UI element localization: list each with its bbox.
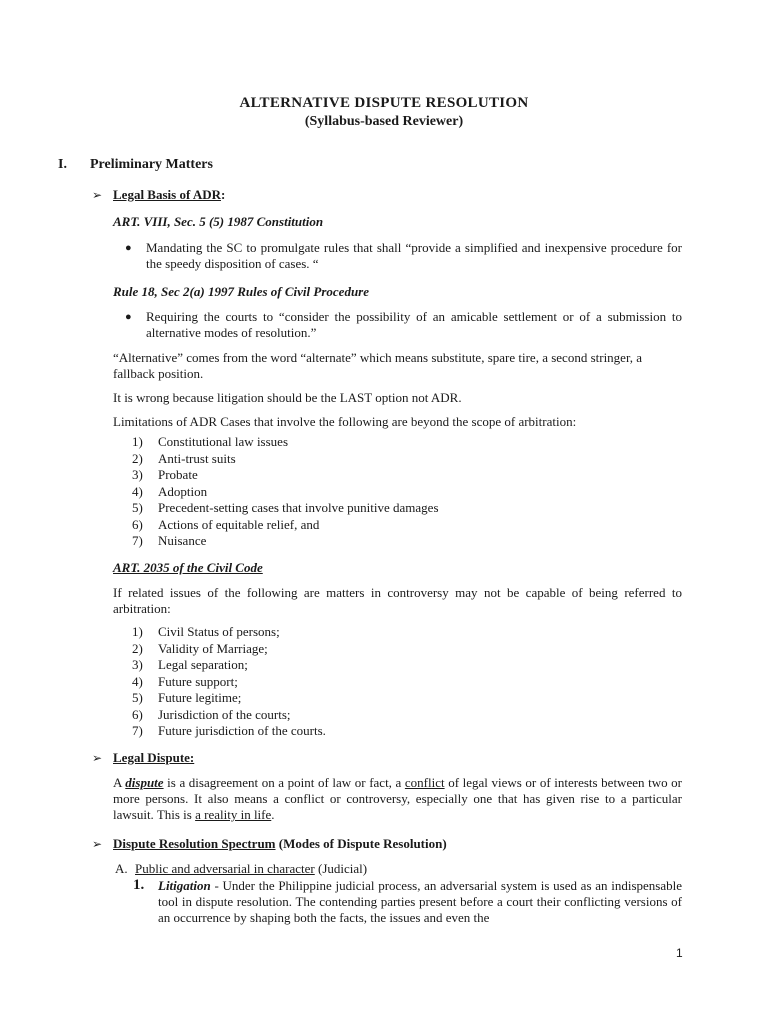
art8-bullet-text: Mandating the SC to promulgate rules that shall “provide a simplified and inexpensive procedure for the speedy disposition of cases. “ [146,240,682,271]
list-item: 6) Actions of equitable relief, and [132,516,320,532]
art2035-heading: ART. 2035 of the Civil Code [113,560,263,575]
art2035-list [132,624,326,740]
rule18-heading: Rule 18, Sec 2(a) 1997 Rules of Civil Procedure [113,284,370,299]
list-item: 1) Constitutional law issues [132,434,288,449]
list-item: 2) Validity of Marriage; [132,640,268,656]
bullet-dot-icon: ● [125,242,132,254]
list-item: 7) Future jurisdiction of the courts. [132,723,326,738]
bullet-dot-icon: ● [125,311,132,323]
spectrum-heading: Dispute Resolution Spectrum (Modes of Dispute Resolution) [113,836,447,851]
legal-dispute-heading: Legal Dispute: [113,750,195,765]
list-item: 4) Adoption [132,483,208,499]
page-number: 1 [676,946,683,960]
arrow-bullet-icon: ➢ [92,837,103,851]
arrow-bullet-icon: ➢ [92,751,103,765]
document-subtitle: (Syllabus-based Reviewer) [304,114,464,129]
arrow-bullet-icon: ➢ [92,188,103,202]
list-item: 5) Precedent-setting cases that involve punitive damages [132,500,439,515]
list-item: 5) Future legitime; [132,690,242,705]
item1-number: 1. [133,877,145,893]
spectrum-a-text: Public and adversarial in character (Judicial) [135,861,368,876]
rule18-bullet-text: Requiring the courts to “consider the possibility of an amicable settlement or of a submission to alternative modes of resolution.” [146,309,682,340]
section-title: Preliminary Matters [90,157,213,172]
art8-heading: ART. VIII, Sec. 5 (5) 1987 Constitution [113,214,324,229]
spectrum-a-label: A. [115,861,128,876]
section-number: I. [58,157,67,172]
list-item: 1) Civil Status of persons; [132,624,280,639]
document-title: ALTERNATIVE DISPUTE RESOLUTION [239,95,529,111]
art2035-paragraph: If related issues of the following are matters in controversy may not be capable of being referred to arbitration: [113,585,682,616]
list-item: 3) Probate [132,467,198,482]
litigation-paragraph: Litigation - Under the Philippine judicial process, an adversarial system is used as an indispensable tool in dispute resolution. The contending parties present before a court their conflicting versions of an occurrence by shaping both the facts, the issues and even the [158,878,682,925]
limitations-list [132,434,439,550]
legal-dispute-paragraph: A dispute is a disagreement on a point of law or fact, a conflict of legal views or of interests between two or more persons. It also means a conflict or controversy, especially one that has given rise to a particular lawsuit. This is a reality in life. [113,775,683,822]
wrong-paragraph: It is wrong because litigation should be the LAST option not ADR. [113,390,462,405]
alternative-paragraph: “Alternative” comes from the word “alternate” which means substitute, spare tire, a second stringer, a fallback position. [113,350,643,381]
limitations-paragraph: Limitations of ADR Cases that involve the following are beyond the scope of arbitration: [113,414,577,429]
list-item: 6) Jurisdiction of the courts; [132,706,291,722]
list-item: 2) Anti-trust suits [132,450,236,466]
list-item: 3) Legal separation; [132,657,248,672]
legal-basis-heading: Legal Basis of ADR: [113,187,226,202]
list-item: 4) Future support; [132,673,238,689]
list-item: 7) Nuisance [132,533,207,548]
